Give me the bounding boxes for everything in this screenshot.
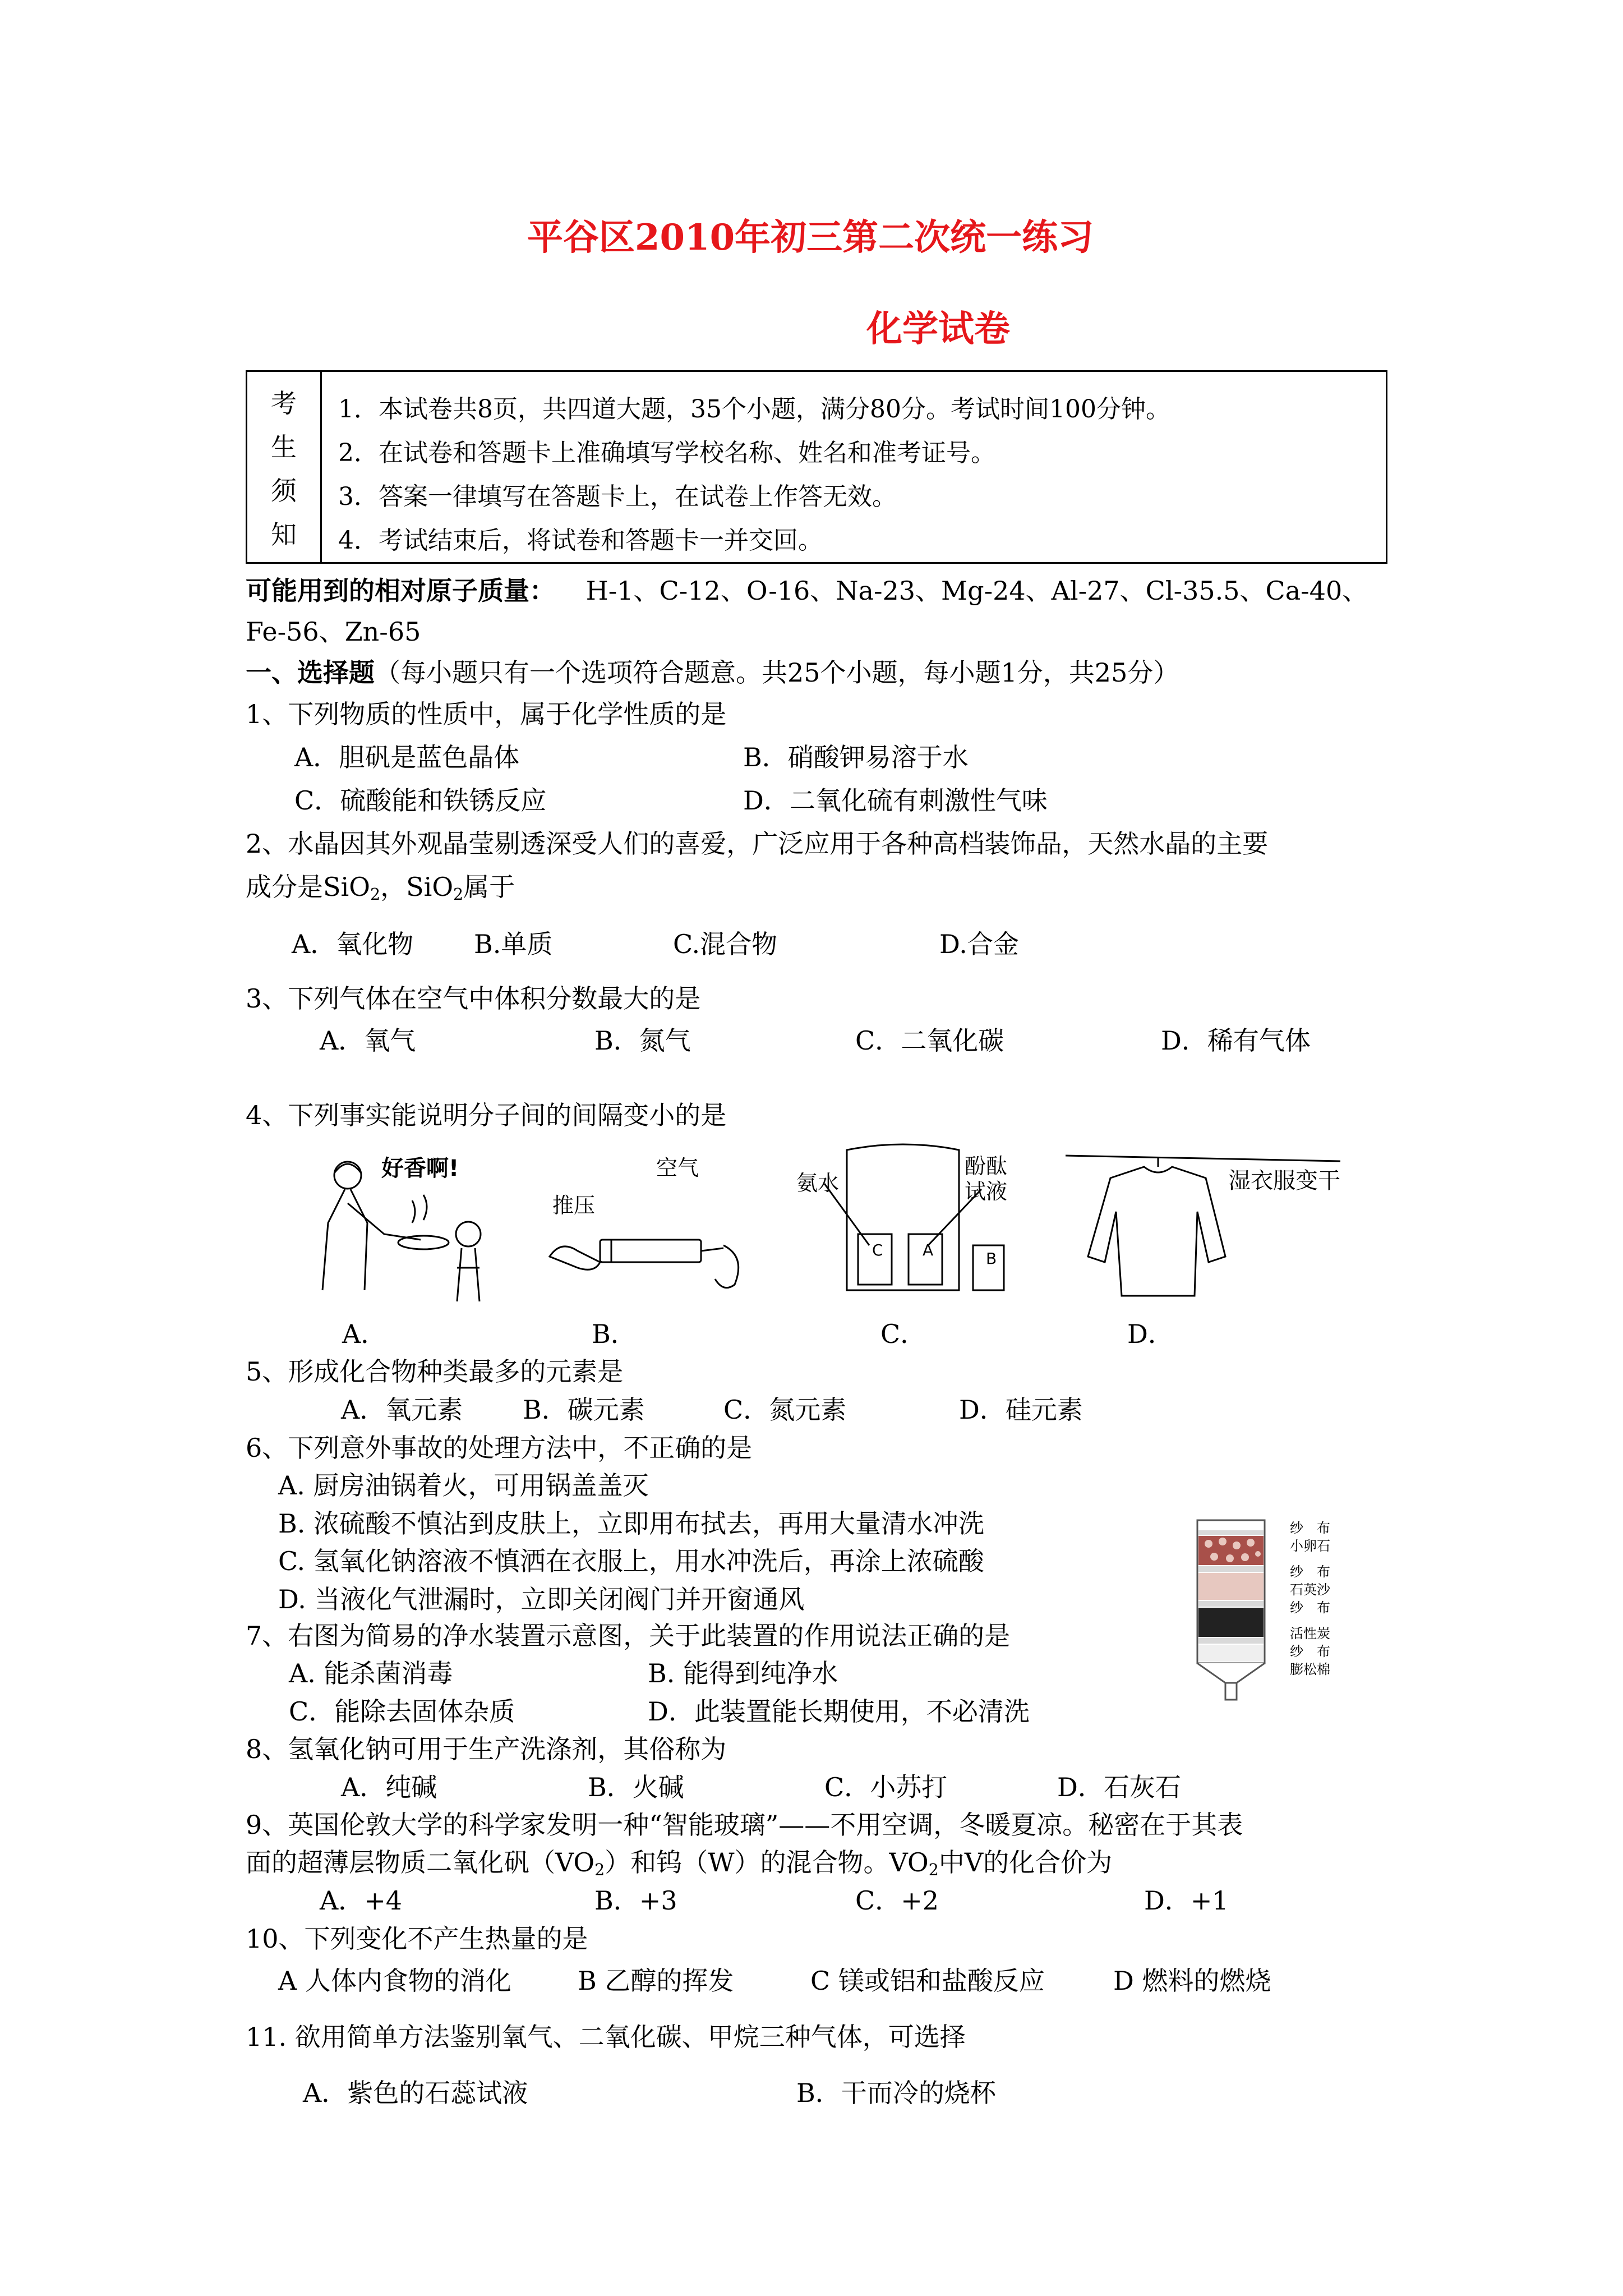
q4-option-d: D． bbox=[1127, 1319, 1174, 1349]
q9-option-d: D．+1 bbox=[1144, 1885, 1229, 1916]
q3-option-c: C．二氧化碳 bbox=[855, 1025, 1004, 1056]
q9-stem-part: ）和钨（W）的混合物。VO bbox=[605, 1847, 929, 1878]
q2-stem-line1: 2、水晶因其外观晶莹剔透深受人们的喜爱，广泛应用于各种高档装饰品，天然水晶的主要 bbox=[246, 829, 1269, 859]
q4-figure-c-beaker-a: A bbox=[923, 1241, 934, 1259]
q1-option-a: A．胆矾是蓝色晶体 bbox=[294, 742, 520, 772]
atomic-mass-label: 可能用到的相对原子质量： bbox=[246, 576, 555, 606]
filter-label: 石英沙 bbox=[1290, 1582, 1330, 1598]
q1-option-c: C．硫酸能和铁锈反应 bbox=[294, 785, 547, 816]
q2-stem-part: 属于 bbox=[463, 872, 515, 902]
q9-stem-part: 面的超薄层物质二氧化矾（VO bbox=[246, 1847, 595, 1878]
section-note: （每小题只有一个选项符合题意。共25个小题，每小题1分，共25分） bbox=[375, 657, 1179, 688]
atomic-mass-line1 bbox=[246, 578, 1368, 604]
notice-label-char: 考 bbox=[271, 388, 297, 418]
q4-figure-b-air-label: 空气 bbox=[656, 1156, 699, 1180]
q10-option-b: B 乙醇的挥发 bbox=[578, 1966, 734, 1996]
q8-option-b: B．火碱 bbox=[588, 1772, 684, 1802]
q7-stem: 7、右图为简易的净水装置示意图，关于此装置的作用说法正确的是 bbox=[246, 1621, 1011, 1651]
atomic-mass-values: H-1、C-12、O-16、Na-23、Mg-24、Al-27、Cl-35.5、Ca-40、 bbox=[585, 576, 1368, 606]
q8-option-a: A．纯碱 bbox=[341, 1772, 437, 1802]
subscript: 2 bbox=[594, 1861, 605, 1880]
q8-option-d: D．石灰石 bbox=[1057, 1772, 1181, 1802]
q7-option-a: A. 能杀菌消毒 bbox=[289, 1658, 453, 1688]
q9-stem-line1: 9、英国伦敦大学的科学家发明一种“智能玻璃”——不用空调，冬暖夏凉。秘密在于其表 bbox=[246, 1810, 1243, 1840]
q8-option-c: C．小苏打 bbox=[824, 1772, 948, 1802]
q6-option-b: B. 浓硫酸不慎沾到皮肤上，立即用布拭去，再用大量清水冲洗 bbox=[278, 1508, 985, 1539]
q6-option-d: D. 当液化气泄漏时，立即关闭阀门并开窗通风 bbox=[278, 1584, 805, 1614]
subscript: 2 bbox=[928, 1861, 939, 1880]
atomic-mass-line2: Fe-56、Zn-65 bbox=[246, 616, 421, 647]
q4-option-b: B． bbox=[592, 1319, 637, 1349]
q4-figure-b-push-label: 推压 bbox=[552, 1193, 596, 1218]
q6-stem: 6、下列意外事故的处理方法中，不正确的是 bbox=[246, 1433, 753, 1463]
q6-option-a: A. 厨房油锅着火，可用锅盖盖灭 bbox=[278, 1470, 649, 1501]
q11-option-b: B．干而冷的烧杯 bbox=[796, 2078, 996, 2108]
filter-label: 活性炭 bbox=[1290, 1626, 1330, 1641]
filter-label: 纱 布 bbox=[1290, 1564, 1330, 1580]
exam-title: 平谷区2010年初三第二次统一练习 bbox=[527, 217, 1094, 259]
q2-option-d: D.合金 bbox=[939, 929, 1019, 959]
q6-option-c: C. 氢氧化钠溶液不慎洒在衣服上，用水冲洗后，再涂上浓硫酸 bbox=[278, 1546, 984, 1576]
q11-option-a: A．紫色的石蕊试液 bbox=[303, 2078, 528, 2108]
q5-stem: 5、形成化合物种类最多的元素是 bbox=[246, 1356, 624, 1387]
q8-stem: 8、氢氧化钠可用于生产洗涤剂，其俗称为 bbox=[246, 1734, 727, 1764]
subscript: 2 bbox=[453, 885, 464, 904]
q2-stem-part: 成分是SiO bbox=[246, 872, 370, 902]
q9-stem-part: 中V的化合价为 bbox=[938, 1847, 1113, 1878]
q4-figure-a-caption: 好香啊! bbox=[381, 1156, 459, 1181]
filter-label: 纱 布 bbox=[1290, 1600, 1330, 1616]
q2-option-b: B.单质 bbox=[474, 929, 553, 959]
q5-option-c: C．氮元素 bbox=[723, 1395, 847, 1425]
q3-option-a: A．氧气 bbox=[320, 1025, 416, 1056]
q5-option-a: A．氧元素 bbox=[341, 1395, 463, 1425]
q5-option-b: B．碳元素 bbox=[523, 1395, 645, 1425]
section-heading bbox=[246, 657, 1179, 688]
section-title: 一、选择题 bbox=[246, 657, 375, 688]
q3-option-b: B．氮气 bbox=[594, 1025, 691, 1056]
notice-label bbox=[247, 372, 322, 562]
q10-option-a: A 人体内食物的消化 bbox=[278, 1966, 511, 1996]
q2-stem-line2 bbox=[246, 872, 515, 904]
q1-stem: 1、下列物质的性质中，属于化学性质的是 bbox=[246, 699, 727, 729]
notice-box bbox=[246, 370, 1387, 564]
notice-line: 3．答案一律填写在答题卡上，在试卷上作答无效。 bbox=[338, 482, 897, 511]
notice-label-char: 知 bbox=[271, 519, 297, 550]
notice-label-char: 须 bbox=[271, 476, 297, 506]
filter-label: 小卵石 bbox=[1290, 1538, 1330, 1554]
q4-figure-c-reagent-label: 试液 bbox=[965, 1179, 1008, 1204]
q7-option-c: C．能除去固体杂质 bbox=[289, 1696, 515, 1727]
q2-stem-part: ，SiO bbox=[380, 872, 454, 902]
q4-figure-d-caption: 湿衣服变干 bbox=[1228, 1168, 1340, 1194]
q7-option-b: B. 能得到纯净水 bbox=[648, 1658, 838, 1688]
q2-option-a: A．氧化物 bbox=[292, 929, 414, 959]
filter-label: 纱 布 bbox=[1290, 1644, 1330, 1659]
q4-option-a: A． bbox=[342, 1319, 387, 1349]
q2-option-c: C.混合物 bbox=[673, 929, 778, 959]
exam-subtitle: 化学试卷 bbox=[866, 308, 1010, 350]
water-filter-figure bbox=[1192, 1515, 1270, 1708]
q9-option-b: B．+3 bbox=[594, 1885, 677, 1916]
q9-option-a: A．+4 bbox=[320, 1885, 403, 1916]
q11-stem: 11. 欲用简单方法鉴别氧气、二氧化碳、甲烷三种气体，可选择 bbox=[246, 2022, 966, 2052]
q4-figure-c-beaker-c: C bbox=[872, 1241, 883, 1259]
q10-option-d: D 燃料的燃烧 bbox=[1113, 1966, 1271, 1996]
q3-option-d: D．稀有气体 bbox=[1161, 1025, 1311, 1056]
q7-option-d: D．此装置能长期使用，不必清洗 bbox=[648, 1696, 1030, 1727]
q10-stem: 10、下列变化不产生热量的是 bbox=[246, 1924, 588, 1954]
q4-figure-c-phenol-label: 酚酞 bbox=[965, 1154, 1008, 1179]
q4-stem: 4、下列事实能说明分子间的间隔变小的是 bbox=[246, 1100, 727, 1130]
notice-line: 4．考试结束后，将试卷和答题卡一并交回。 bbox=[338, 526, 823, 555]
q1-option-d: D．二氧化硫有刺激性气味 bbox=[743, 785, 1048, 816]
q4-option-c: C． bbox=[880, 1319, 926, 1349]
q4-figure-c-ammonia-label: 氨水 bbox=[796, 1171, 840, 1195]
q1-option-b: B．硝酸钾易溶于水 bbox=[743, 742, 969, 772]
notice-line: 2．在试卷和答题卡上准确填写学校名称、姓名和准考证号。 bbox=[338, 439, 995, 467]
q9-stem-line2 bbox=[246, 1847, 1113, 1880]
q5-option-d: D．硅元素 bbox=[959, 1395, 1083, 1425]
q10-option-c: C 镁或铝和盐酸反应 bbox=[810, 1966, 1045, 1996]
q9-option-c: C．+2 bbox=[855, 1885, 939, 1916]
subscript: 2 bbox=[370, 885, 381, 904]
q4-figure-c-beaker-b: B bbox=[986, 1249, 997, 1268]
notice-line: 1．本试卷共8页，共四道大题，35个小题，满分80分。考试时间100分钟。 bbox=[338, 395, 1170, 424]
q3-stem: 3、下列气体在空气中体积分数最大的是 bbox=[246, 983, 701, 1014]
filter-label: 纱 布 bbox=[1290, 1520, 1330, 1536]
filter-label: 膨松棉 bbox=[1290, 1662, 1330, 1677]
notice-label-char: 生 bbox=[271, 432, 297, 462]
